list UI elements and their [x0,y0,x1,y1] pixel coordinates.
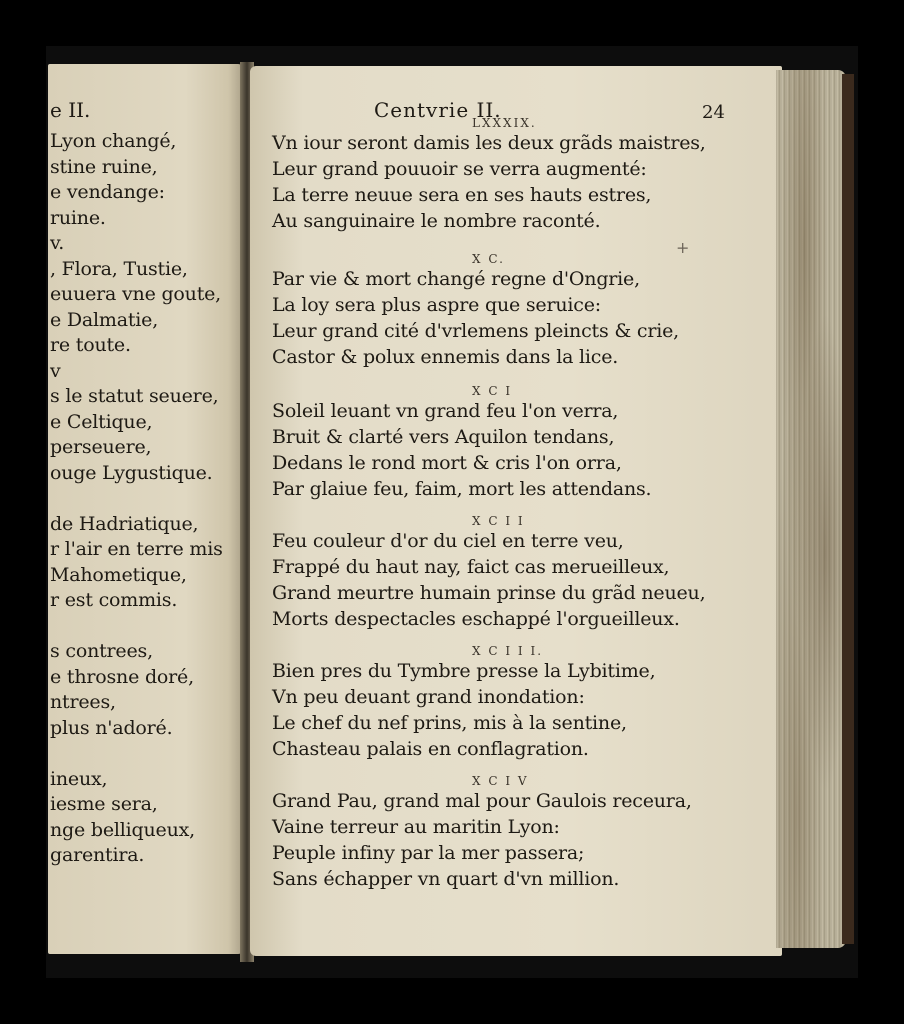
page-number: 24 [702,102,725,123]
verse-line: Leur grand pouuoir se verra augmenté: [272,158,647,180]
left-page-line: plus n'adoré. [50,716,173,739]
left-page-line: iesme sera, [50,793,158,815]
verse-line: Castor & polux ennemis dans la lice. [272,346,619,368]
verse-line: Leur grand cité d'vrlemens pleincts & crie, [272,320,679,342]
verse-line: Sans échapper vn quart d'vn million. [272,868,620,890]
verse-line: Morts despectacles eschappé l'orgueilleux. [272,608,680,630]
marginal-mark: + [676,238,690,257]
running-head: Centvrie II. [374,98,502,122]
left-page-line: r est commis. [50,589,178,611]
left-page-line: e throsne doré, [50,665,194,688]
quatrain-number: X C I I I. [472,644,544,658]
verse-line: Par glaiue feu, faim, mort les attendans. [272,478,652,500]
verse-line: Vaine terreur au maritin Lyon: [272,816,560,838]
verse-line: Grand Pau, grand mal pour Gaulois receura, [272,790,692,812]
left-page-line: , Flora, Tustie, [50,257,188,280]
quatrain-number: X C I [472,384,513,398]
left-page-line: garentira. [50,844,145,866]
left-page-line: Mahometique, [50,563,187,586]
left-page-line: stine ruine, [50,155,158,178]
edge-marbling [776,70,846,948]
left-page-line: s le statut seuere, [50,385,219,407]
verse-line: Vn peu deuant grand inondation: [272,686,585,708]
left-page-line: v. [50,232,65,254]
left-running-head: e II. [50,98,91,122]
left-page-line: de Hadriatique, [50,512,199,535]
verse-line: Dedans le rond mort & cris l'on orra, [272,452,622,474]
verse-line: La loy sera plus aspre que seruice: [272,294,601,316]
verse-line: Par vie & mort changé regne d'Ongrie, [272,268,640,290]
verse-line: Au sanguinaire le nombre raconté. [272,210,601,232]
left-page-line: e vendange: [50,181,165,203]
verse-line: Le chef du nef prins, mis à la sentine, [272,712,627,734]
left-page-line: e Celtique, [50,410,153,433]
quatrain-number: X C. [472,252,505,266]
verse-line: Grand meurtre humain prinse du grãd neueu, [272,582,706,604]
left-page-line: ouge Lygustique. [50,461,213,484]
verse-line: Bruit & clarté vers Aquilon tendans, [272,426,615,448]
book-cover-edge [842,74,854,944]
left-page-line: s contrees, [50,640,153,662]
left-page-line: Lyon changé, [50,130,177,152]
verse-line: La terre neuue sera en ses hauts estres, [272,184,652,206]
left-page-line: nge belliqueux, [50,818,195,841]
left-page-line: ntrees, [50,691,116,713]
left-page-line: ineux, [50,767,108,790]
verse-line: Chasteau palais en conflagration. [272,738,589,760]
quatrain-number: X C I I [472,514,525,528]
left-page-line: ruine. [50,206,106,229]
verse-line: Peuple infiny par la mer passera; [272,842,585,864]
verse-line: Frappé du haut nay, faict cas merueilleux, [272,556,670,578]
left-page-line: euuera vne goute, [50,283,222,305]
verse-line: Bien pres du Tymbre presse la Lybitime, [272,660,656,682]
left-page-line: re toute. [50,334,131,356]
page-edges [776,70,846,948]
verse-line: Vn iour seront damis les deux grãds maistres, [272,132,706,154]
left-page-line: perseuere, [50,436,152,458]
verse-line: Soleil leuant vn grand feu l'on verra, [272,400,619,422]
quatrain-number: LXXXIX. [472,116,537,130]
verse-line: Feu couleur d'or du ciel en terre veu, [272,530,624,552]
quatrain-number: X C I V [472,774,529,788]
left-page-line: v [50,359,61,382]
left-page-line: e Dalmatie, [50,308,159,331]
left-page-line: r l'air en terre mis [50,538,223,560]
